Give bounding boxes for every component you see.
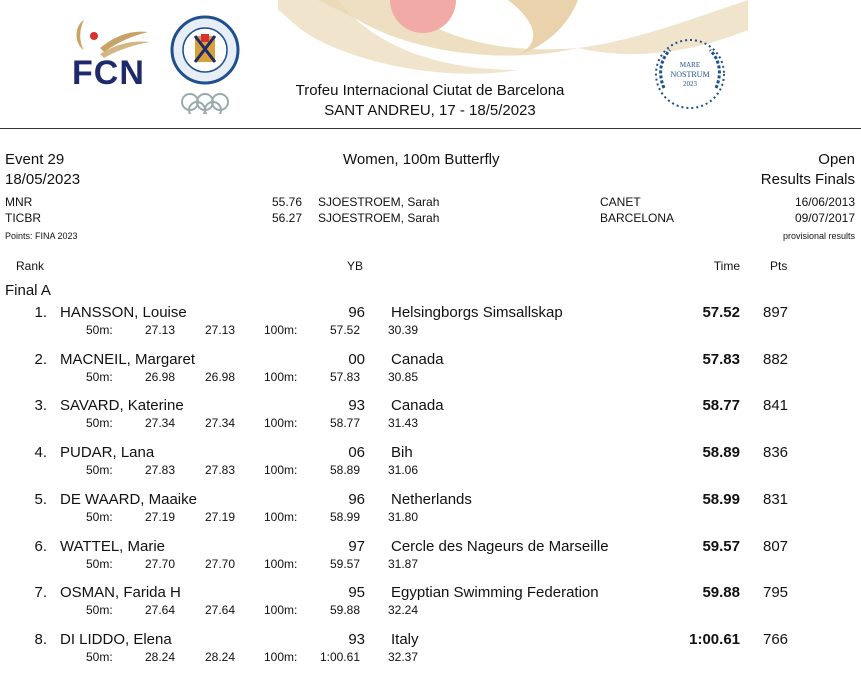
club-name: Canada (391, 397, 444, 414)
final-label: Final A (5, 282, 51, 299)
split-100-time: 58.99 (329, 510, 360, 524)
year-of-birth: 96 (348, 304, 365, 321)
record-code: MNR (5, 195, 33, 209)
event-number: Event 29 (5, 151, 65, 168)
swimmer-name: DI LIDDO, Elena (60, 631, 172, 648)
split-100-lap: 30.39 (388, 323, 419, 337)
split-50-time: 27.64 (144, 603, 175, 617)
final-time: 1:00.61 (689, 631, 740, 648)
split-50-label: 50m: (86, 416, 113, 430)
event-date: 18/05/2023 (5, 171, 81, 188)
svg-text:MARE: MARE (679, 61, 701, 69)
laurel-seal-icon (650, 38, 730, 110)
points: 807 (763, 538, 789, 555)
points: 882 (763, 351, 789, 368)
final-time: 59.88 (702, 584, 740, 601)
event-result-type: Results Finals (760, 171, 855, 188)
split-100-time: 58.77 (329, 416, 360, 430)
split-50-cumulative: 26.98 (204, 370, 235, 384)
record-date: 09/07/2017 (794, 211, 855, 225)
split-50-cumulative: 27.34 (204, 416, 235, 430)
final-time: 59.57 (702, 538, 740, 555)
split-50-time: 27.83 (144, 463, 175, 477)
split-50-time: 27.13 (144, 323, 175, 337)
split-50-time: 27.19 (144, 510, 175, 524)
year-of-birth: 95 (348, 584, 365, 601)
split-100-label: 100m: (264, 603, 298, 617)
result-rank: 4. (34, 444, 47, 461)
record-time: 55.76 (271, 195, 302, 209)
points: 766 (763, 631, 789, 648)
year-of-birth: 96 (348, 491, 365, 508)
final-time: 58.77 (702, 397, 740, 414)
split-50-time: 26.98 (144, 370, 175, 384)
club-crest-icon (170, 14, 240, 114)
split-50-cumulative: 27.83 (204, 463, 235, 477)
year-of-birth: 00 (348, 351, 365, 368)
split-50-cumulative: 28.24 (204, 650, 235, 664)
split-100-lap: 32.37 (388, 650, 419, 664)
split-100-label: 100m: (264, 416, 298, 430)
split-50-cumulative: 27.13 (204, 323, 235, 337)
swimmer-name: PUDAR, Lana (60, 444, 155, 461)
provisional-note: provisional results (782, 231, 855, 241)
split-100-lap: 32.24 (388, 603, 419, 617)
year-of-birth: 93 (348, 631, 365, 648)
points-note: Points: FINA 2023 (5, 231, 78, 241)
record-place: BARCELONA (600, 211, 675, 225)
result-rank: 2. (34, 351, 47, 368)
result-rank: 5. (34, 491, 47, 508)
split-100-lap: 31.80 (388, 510, 419, 524)
result-rank: 8. (34, 631, 47, 648)
club-name: Bih (391, 444, 413, 461)
split-100-label: 100m: (264, 323, 298, 337)
split-50-cumulative: 27.70 (204, 557, 235, 571)
swimmer-name: DE WAARD, Maaike (60, 491, 197, 508)
split-100-time: 59.88 (329, 603, 360, 617)
event-name: Women, 100m Butterfly (343, 151, 500, 168)
year-of-birth: 93 (348, 397, 365, 414)
club-name: Italy (391, 631, 419, 648)
split-100-label: 100m: (264, 650, 298, 664)
swimmer-name: HANSSON, Louise (60, 304, 187, 321)
points: 836 (763, 444, 789, 461)
record-time: 56.27 (271, 211, 302, 225)
club-name: Cercle des Nageurs de Marseille (391, 538, 609, 555)
split-50-label: 50m: (86, 323, 113, 337)
result-rank: 6. (34, 538, 47, 555)
split-100-label: 100m: (264, 557, 298, 571)
split-50-time: 27.34 (144, 416, 175, 430)
split-50-cumulative: 27.64 (204, 603, 235, 617)
column-header-yb: YB (347, 259, 364, 273)
record-date: 16/06/2013 (794, 195, 855, 209)
final-time: 58.99 (702, 491, 740, 508)
split-50-label: 50m: (86, 463, 113, 477)
split-100-time: 1:00.61 (319, 650, 360, 664)
split-100-time: 58.89 (329, 463, 360, 477)
split-50-label: 50m: (86, 557, 113, 571)
split-100-lap: 31.87 (388, 557, 419, 571)
column-header-rank: Rank (16, 259, 45, 273)
fcn-logo-text: FCN (72, 54, 145, 92)
column-header-time: Time (713, 259, 740, 273)
points: 841 (763, 397, 789, 414)
split-100-lap: 31.43 (388, 416, 419, 430)
club-name: Helsingborgs Simsallskap (391, 304, 563, 321)
meet-title: Trofeu Internacional Ciutat de Barcelona (295, 82, 565, 99)
fcn-logo (70, 14, 160, 94)
split-100-label: 100m: (264, 463, 298, 477)
swimmer-name: WATTEL, Marie (60, 538, 166, 555)
club-logo (170, 14, 240, 114)
split-100-label: 100m: (264, 510, 298, 524)
mare-nostrum-seal (650, 38, 730, 110)
split-50-time: 27.70 (144, 557, 175, 571)
year-of-birth: 06 (348, 444, 365, 461)
fcn-emblem-icon (70, 14, 160, 58)
record-code: TICBR (5, 211, 41, 225)
split-50-cumulative: 27.19 (204, 510, 235, 524)
final-time: 57.83 (702, 351, 740, 368)
year-of-birth: 97 (348, 538, 365, 555)
final-time: 57.52 (702, 304, 740, 321)
split-100-label: 100m: (264, 370, 298, 384)
result-rank: 3. (34, 397, 47, 414)
result-rank: 7. (34, 584, 47, 601)
split-100-lap: 31.06 (388, 463, 419, 477)
split-50-label: 50m: (86, 603, 113, 617)
record-holder: SJOESTROEM, Sarah (318, 211, 440, 225)
split-100-time: 57.52 (329, 323, 360, 337)
points: 897 (763, 304, 789, 321)
header-divider (0, 128, 861, 129)
split-100-lap: 30.85 (388, 370, 419, 384)
split-50-label: 50m: (86, 370, 113, 384)
club-name: Netherlands (391, 491, 472, 508)
swimmer-name: OSMAN, Farida H (60, 584, 181, 601)
final-time: 58.89 (702, 444, 740, 461)
split-50-time: 28.24 (144, 650, 175, 664)
column-header-pts: Pts (770, 259, 788, 273)
swimmer-name: SAVARD, Katerine (60, 397, 184, 414)
svg-text:2023: 2023 (683, 80, 697, 88)
club-name: Canada (391, 351, 444, 368)
meet-subtitle: SANT ANDREU, 17 - 18/5/2023 (324, 102, 536, 119)
split-50-label: 50m: (86, 510, 113, 524)
result-rank: 1. (34, 304, 47, 321)
club-name: Egyptian Swimming Federation (391, 584, 599, 601)
split-50-label: 50m: (86, 650, 113, 664)
svg-text:NOSTRUM: NOSTRUM (670, 70, 710, 79)
record-holder: SJOESTROEM, Sarah (318, 195, 440, 209)
split-100-time: 57.83 (329, 370, 360, 384)
record-place: CANET (600, 195, 641, 209)
split-100-time: 59.57 (329, 557, 360, 571)
points: 795 (763, 584, 789, 601)
points: 831 (763, 491, 789, 508)
swimmer-name: MACNEIL, Margaret (60, 351, 196, 368)
event-category: Open (818, 151, 855, 168)
